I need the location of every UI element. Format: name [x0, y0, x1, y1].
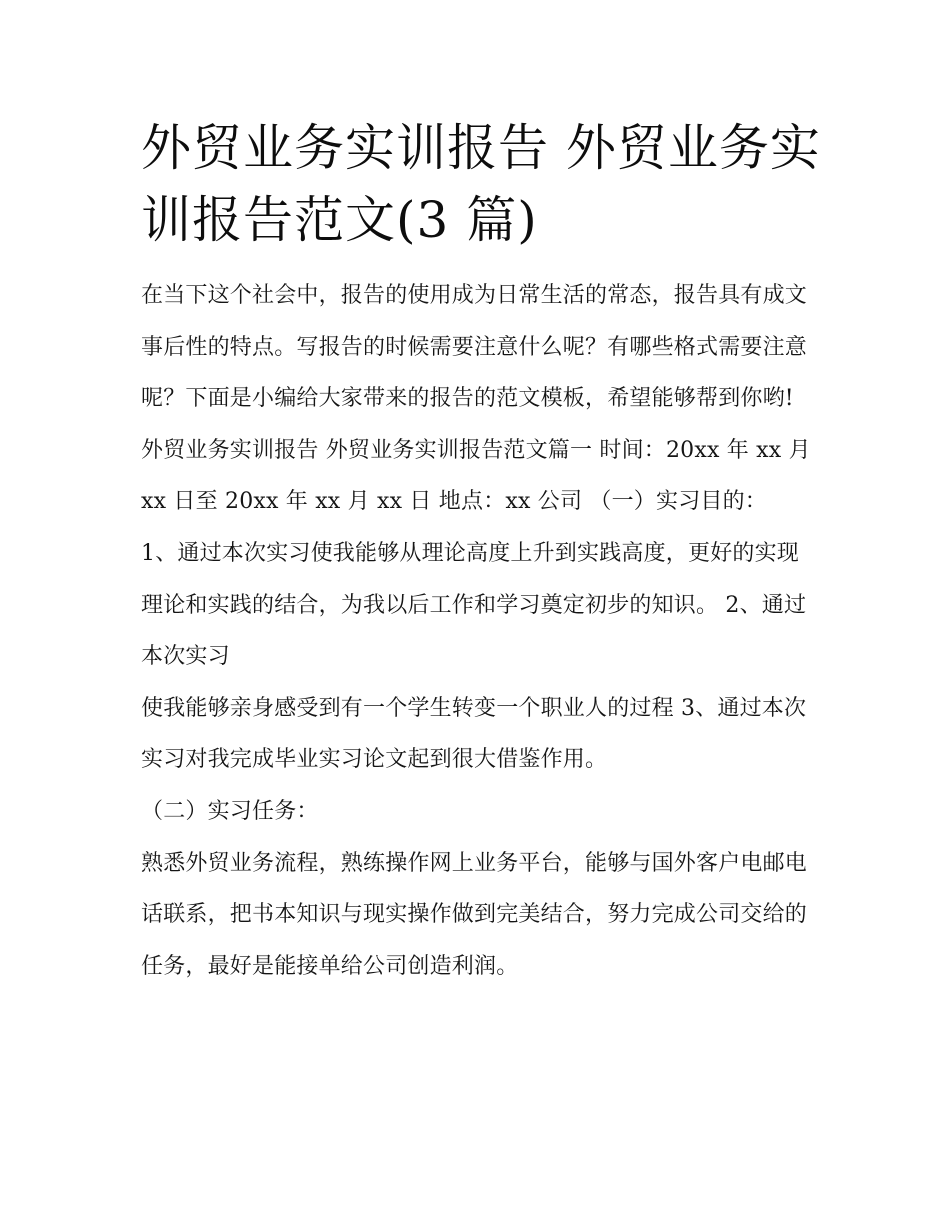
paragraph-purpose-1: 1、通过本次实习使我能够从理论高度上升到实践高度，更好的实现理论和实践的结合，为我以后工作和学习奠定初步的知识。 2、通过本次实习 [141, 540, 807, 670]
document-body [141, 270, 821, 992]
paragraph-tasks: 熟悉外贸业务流程，熟练操作网上业务平台，能够与国外客户电邮电话联系，把书本知识与现实操作做到完美结合，努力完成公司交给的任务，最好是能接单给公司创造利润。 [141, 850, 808, 979]
paragraph-intro: 在当下这个社会中，报告的使用成为日常生活的常态，报告具有成文事后性的特点。写报告的时候需要注意什么呢？有哪些格式需要注意呢？下面是小编给大家带来的报告的范文模板，希望能够帮到你哟! [141, 283, 808, 412]
section-heading-tasks: （二）实习任务： [141, 798, 319, 824]
document-title: 外贸业务实训报告 外贸业务实训报告范文(3 篇) [141, 119, 821, 249]
paragraph-time-location: 外贸业务实训报告 外贸业务实训报告范文篇一 时间：20xx 年 xx 月 xx 日至 20xx 年 xx 月 xx 日 地点：xx 公司 （一）实习目的： [141, 437, 811, 515]
paragraph-purpose-2: 使我能够亲身感受到有一个学生转变一个职业人的过程 3、通过本次实习对我完成毕业实习论文起到很大借鉴作用。 [141, 695, 807, 773]
document-page [141, 112, 821, 992]
